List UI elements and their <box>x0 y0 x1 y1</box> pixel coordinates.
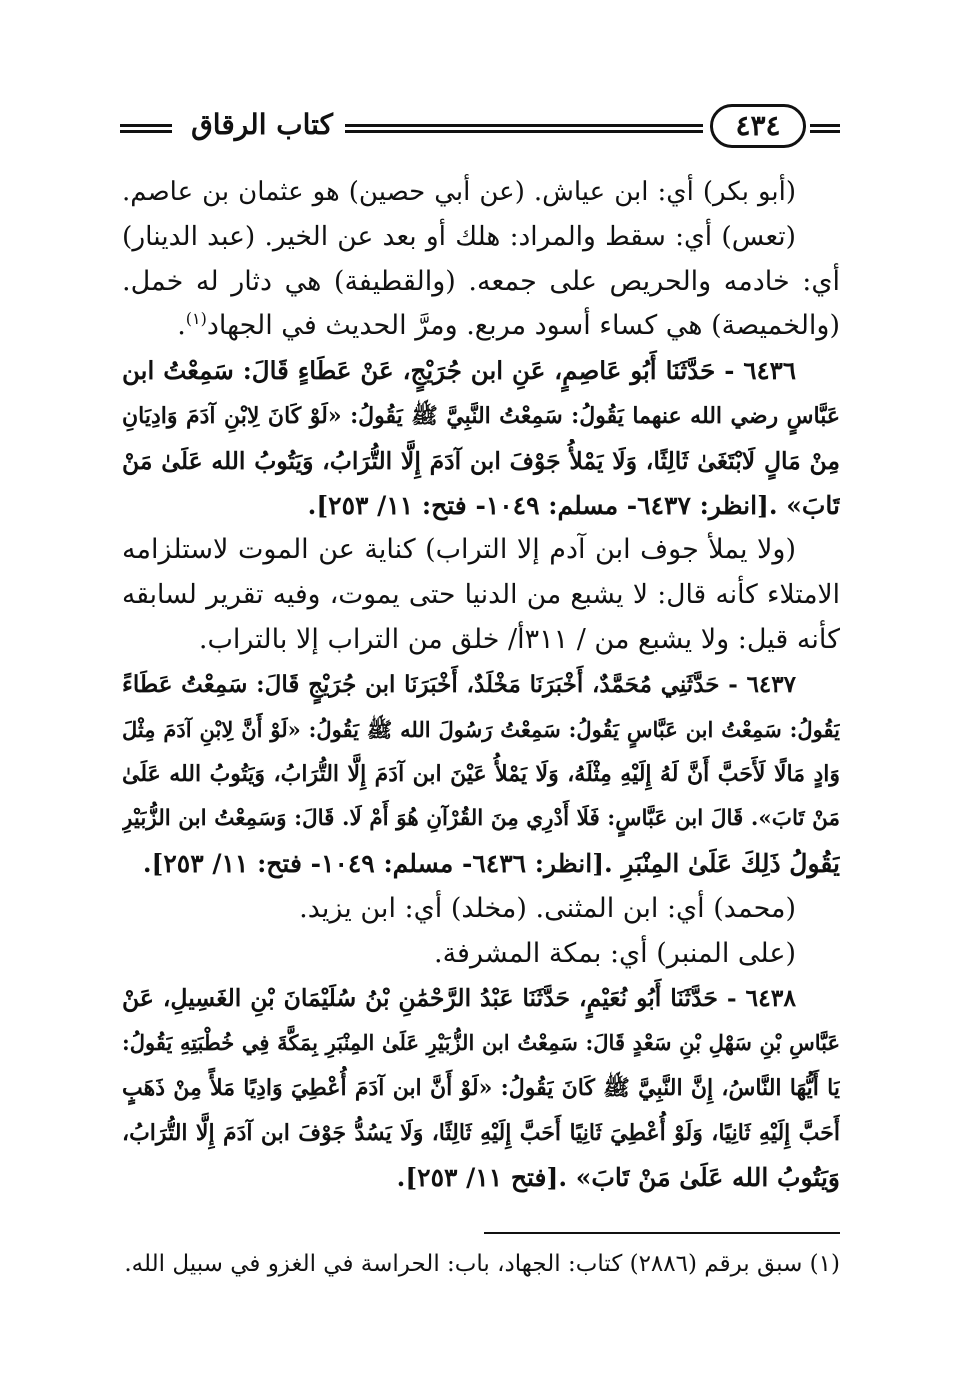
hadith-line <box>122 439 840 484</box>
header-rule-right <box>810 124 840 133</box>
line-text: وَادٍ مَالًا لَأَحَبَّ أَنَّ لَهُ إِلَيْهِ مِثْلَهُ، وَلَا يَمْلأُ عَيْنَ ابن آدَمَ إِلَّا التُّرَابُ، وَيَتُوبُ الله عَلَىٰ <box>122 761 840 788</box>
line-text: يَا أَيُّهَا النَّاسُ، إِنَّ النَّبِيَّ ﷺ كَانَ يَقُولُ: «لَوْ أَنَّ ابن آدَمَ أُعْطِيَ وَادِيًا مَلأً مِنْ ذَهَبٍ <box>122 1074 840 1101</box>
footnote-marker: (١) <box>185 309 207 329</box>
line-text: (محمد) أي: ابن المثنى. (مخلد) أي: ابن يزيد. <box>299 892 796 924</box>
line-text: مَنْ تَابَ». قَالَ ابن عَبَّاسٍ: فَلَا أَدْرِي مِنَ القُرْآنِ هُوَ أَمْ لَا. قَالَ: وَسَمِعْتُ ابن الزُّبَيْرِ <box>122 806 840 832</box>
line-text: أي: خادمه والحريص على جمعه. (والقطيفة) هي دثار له خمل. <box>122 265 840 297</box>
line-text: الامتلاء كأنه قال: لا يشبع من الدنيا حتى يموت، وفيه تقرير لسابقه <box>122 579 840 611</box>
hadith-line <box>122 394 840 439</box>
footnote: (١) سبق برقم (٢٨٨٦) كتاب: الجهاد، باب: الحراسة في الغزو في سبيل الله. <box>124 1251 840 1277</box>
line-text: يَقُولُ: سَمِعْتُ ابن عَبَّاسٍ يَقُولُ: سَمِعْتُ رَسُولَ الله ﷺ يَقُولُ: «لَوْ أَنَّ لِابْنِ آدَمَ مِثْلَ <box>122 716 840 742</box>
commentary-line <box>122 528 840 573</box>
line-text: (ولا يملأ جوف ابن آدم إلا التراب) كناية عن الموت لاستلزامه <box>122 534 796 566</box>
hadith-line <box>122 1066 840 1111</box>
header-rule-left <box>120 124 172 133</box>
commentary-line <box>122 932 840 977</box>
hadith-line <box>122 349 840 394</box>
page-number: ٤٣٤ <box>710 104 806 148</box>
hadith-line <box>122 663 840 708</box>
line-text: يَقُولُ ذَلِكَ عَلَىٰ المِنْبَرِ .[انظر: ٦٤٣٦- مسلم: ١٠٤٩- فتح: ١١/ ٢٥٣]. <box>142 848 840 878</box>
line-text: (والخميصة) هي كساء أسود مربع. ومرَّ الحديث في الجهاد <box>206 310 840 342</box>
commentary-line <box>122 887 840 932</box>
commentary-line <box>122 304 840 349</box>
line-text: (تعس) أي: سقط والمراد: هلك أو بعد عن الخير. (عبد الدينار) <box>122 220 796 252</box>
line-text: مِنْ مَالٍ لَابْتَغَىٰ ثَالِثًا، وَلَا يَمْلأُ جَوْفَ ابن آدَمَ إِلَّا التُّرَابُ، وَيَتُوبُ الله عَلَىٰ مَنْ <box>122 446 840 475</box>
commentary-line <box>122 215 840 260</box>
main-text <box>122 170 840 1200</box>
line-text: ٦٤٣٨ - حَدَّثَنَا أَبُو نُعَيْمٍ، حَدَّثَنَا عَبْدُ الرَّحْمَٰنِ بْنُ سُلَيْمَانَ بْنِ الغَسِيلِ، عَنْ <box>122 984 796 1013</box>
header-rule-middle <box>345 124 703 133</box>
hadith-line <box>122 752 840 797</box>
hadith-line <box>122 484 840 529</box>
line-text: عَبَّاسِ بْنِ سَهْلِ بْنِ سَعْدٍ قَالَ: سَمِعْتُ ابن الزُّبَيْرِ عَلَىٰ المِنْبَرِ بِمَكَّةَ فِي خُطْبَتِهِ يَقُولُ: <box>122 1030 840 1056</box>
line-text: أَحَبَّ إِلَيْهِ ثَانِيًا، وَلَوْ أُعْطِيَ ثَانِيًا أَحَبَّ إِلَيْهِ ثَالِثًا، وَلَا يَسُدُّ جَوْفَ ابن آدَمَ إِلَّا التُّرَابُ، <box>122 1119 840 1146</box>
hadith-line <box>122 708 840 753</box>
line-text: عَبَّاسٍ رضي الله عنهما يَقُولُ: سَمِعْتُ النَّبِيَّ ﷺ يَقُولُ: «لَوْ كَانَ لِابْنِ آدَمَ وَادِيَانِ <box>122 402 840 429</box>
line-text: (أبو بكر) أي: ابن عياش. (عن أبي حصين) هو عثمان بن عاصم. <box>122 177 796 207</box>
page-header <box>120 98 840 160</box>
hadith-line <box>122 976 840 1021</box>
hadith-line <box>122 842 840 887</box>
line-text: (على المنبر) أي: بمكة المشرفة. <box>433 937 796 969</box>
line-tail: . <box>177 310 186 342</box>
commentary-line <box>122 618 840 663</box>
footnote-separator <box>484 1232 840 1234</box>
hadith-line <box>122 797 840 842</box>
line-text: تَابَ» .[انظر: ٦٤٣٧- مسلم: ١٠٤٩- فتح: ١١/ ٢٥٣]. <box>307 490 840 520</box>
commentary-line <box>122 260 840 305</box>
line-text: كأنه قيل: ولا يشبع من / ٣١١أ/ خلق من التراب إلا بالتراب. <box>198 623 840 655</box>
hadith-line <box>122 1156 840 1201</box>
line-text: وَيَتُوبُ الله عَلَىٰ مَنْ تَابَ» .[فتح ١١/ ٢٥٣]. <box>396 1162 840 1192</box>
commentary-line <box>122 573 840 618</box>
hadith-line <box>122 1021 840 1066</box>
hadith-line <box>122 1111 840 1156</box>
commentary-line <box>122 170 840 215</box>
line-text: ٦٤٣٦ - حَدَّثَنَا أَبُو عَاصِمٍ، عَنِ ابن جُرَيْجٍ، عَنْ عَطَاءٍ قَالَ: سَمِعْتُ ابن <box>122 356 796 386</box>
running-title: كتاب الرقاق <box>191 108 333 141</box>
line-text: ٦٤٣٧ - حَدَّثَنِي مُحَمَّدٌ، أَخْبَرَنَا مَخْلَدٌ، أَخْبَرَنَا ابن جُرَيْجٍ قَالَ: سَمِعْتُ عَطَاءً <box>122 670 796 698</box>
